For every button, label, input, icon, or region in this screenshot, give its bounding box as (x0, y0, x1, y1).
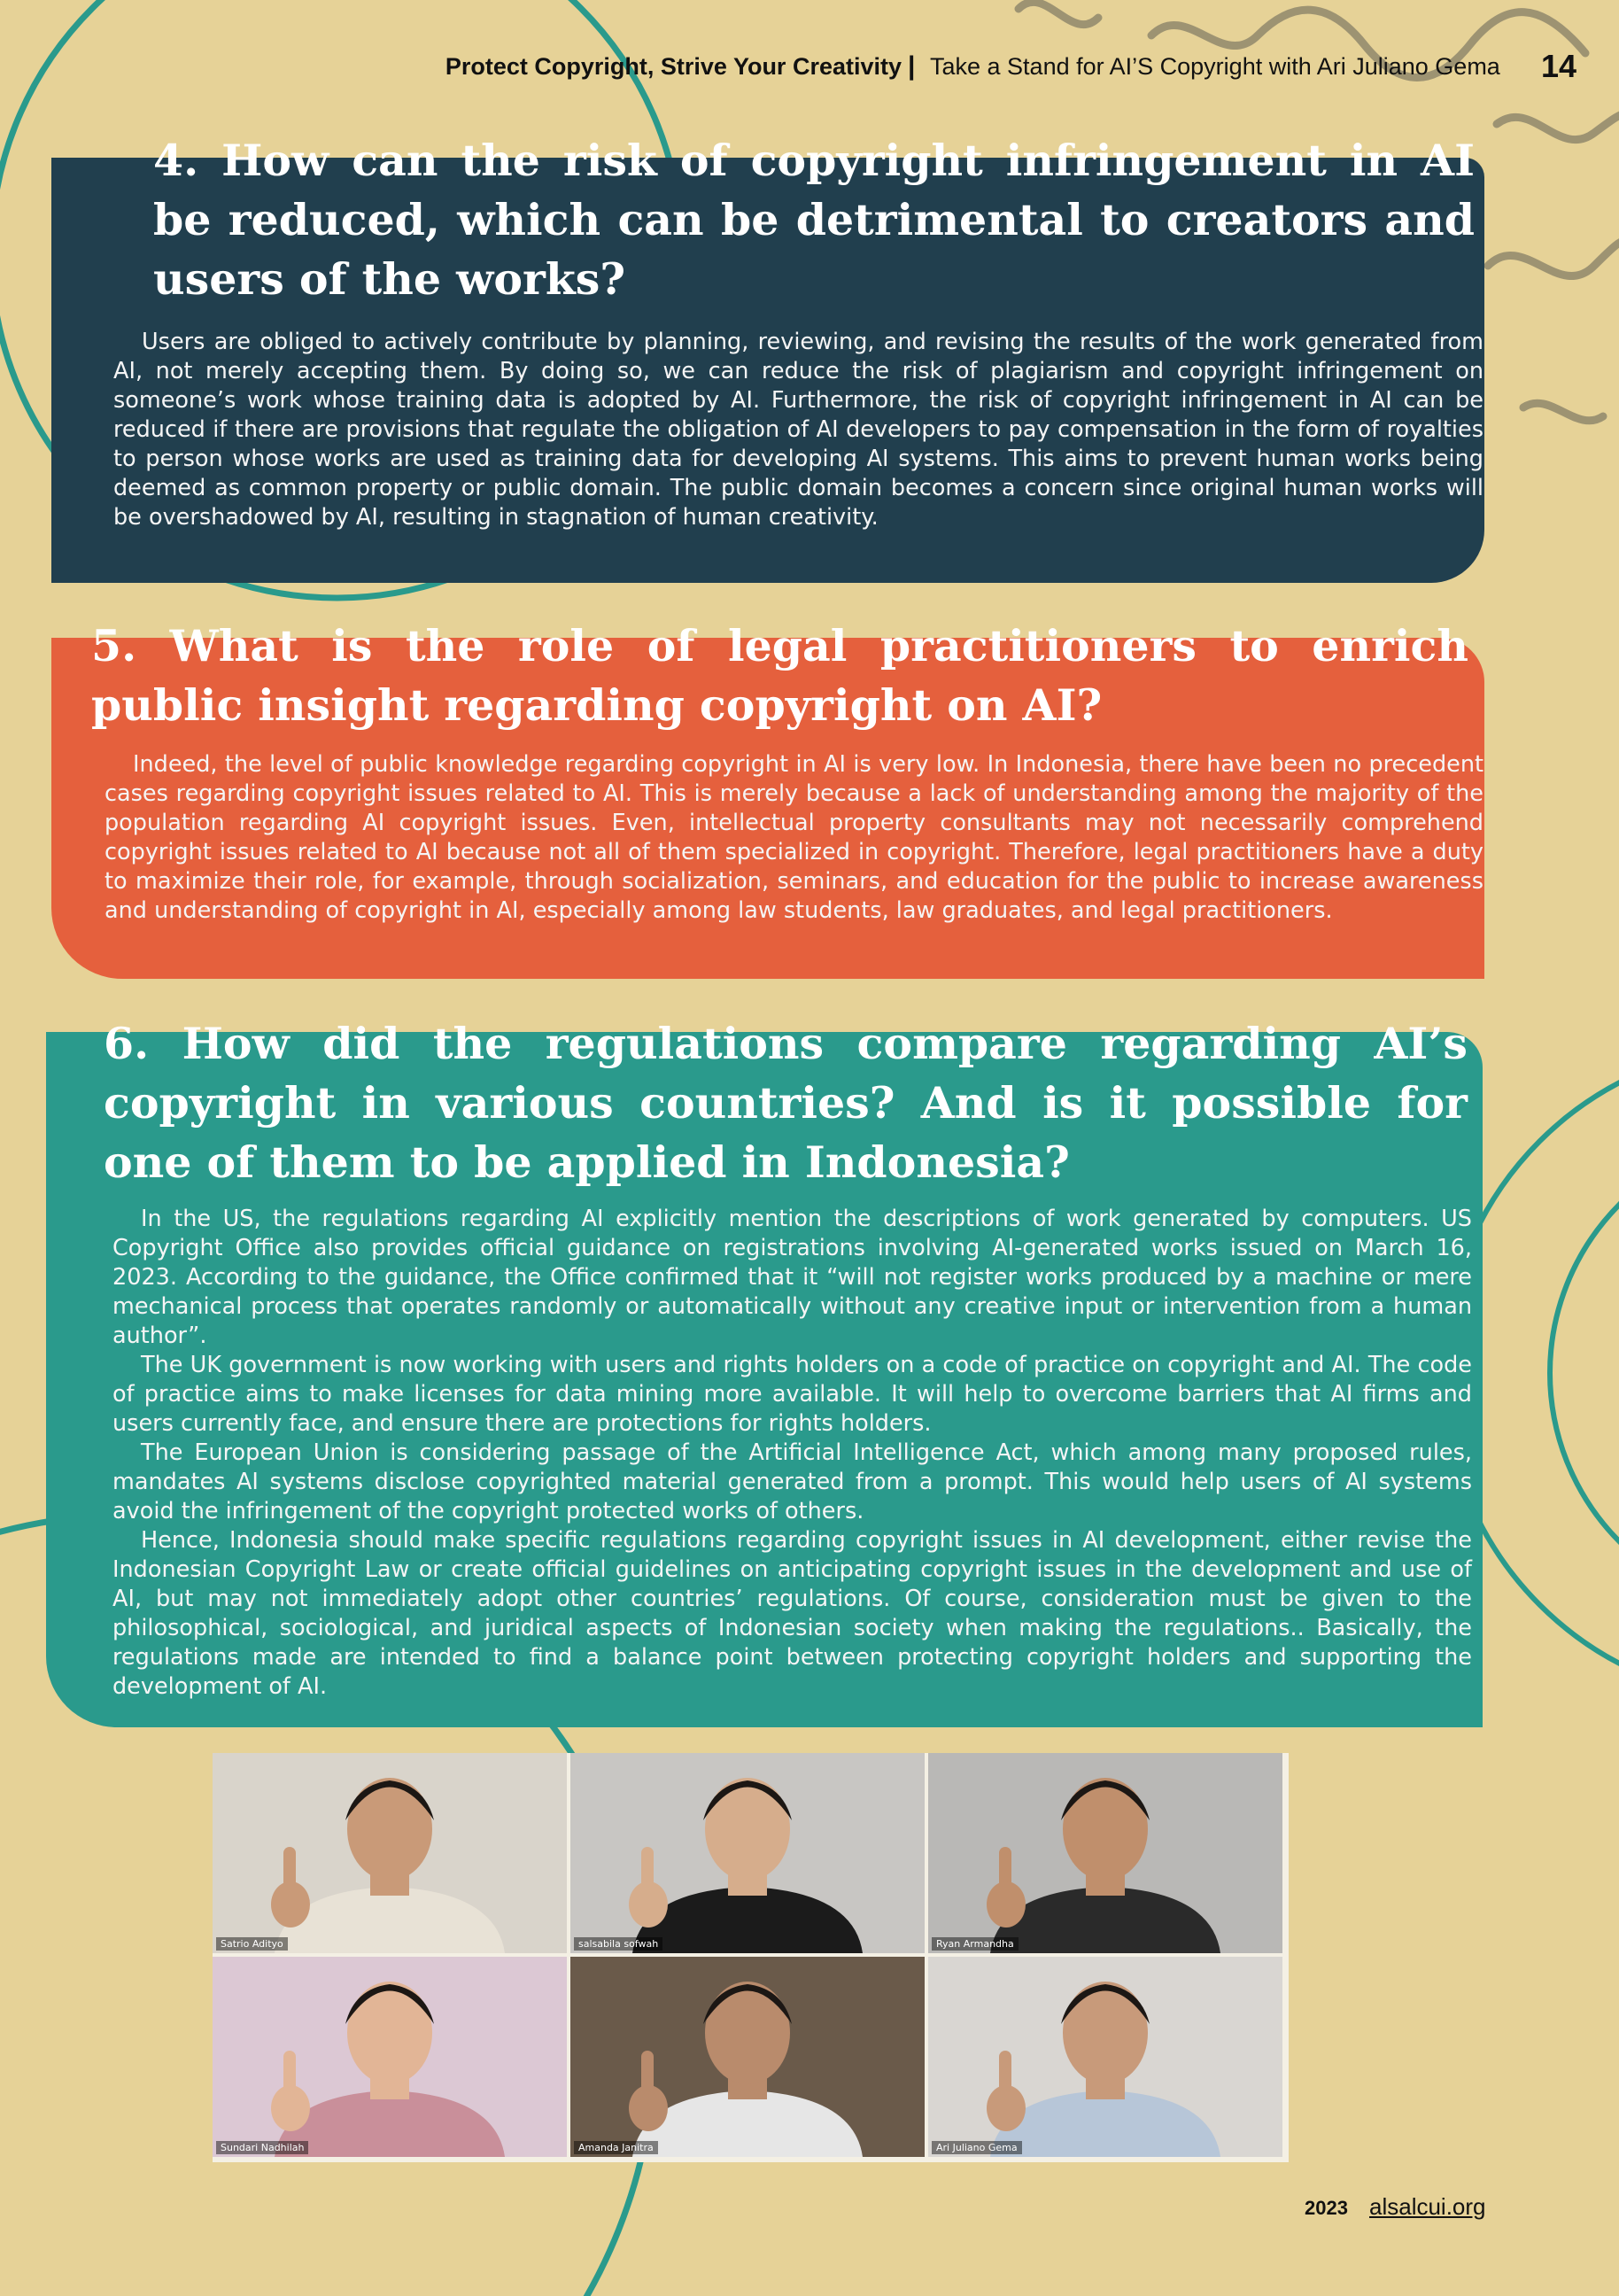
participant-name: Sundari Nadhilah (216, 2141, 308, 2154)
section-6-paragraph: The UK government is now working with users and rights holders on a code of practice on copyright and AI. The code of practice aims to make licenses for data mining more available. It will help to overcome barriers that AI firms and users currently face, and ensure there are protections for rights holders. (112, 1352, 1472, 1437)
participant-avatar (570, 1753, 925, 1953)
section-6-paragraph: Hence, Indonesia should make specific regulations regarding copyright issues in AI development, either revise the Indonesian Copyright Law or create official guidelines on anticipating copyright issues in the development and use of AI, but may not immediately adopt other countries’ regulations. Of course, consideration must be given to the philosophical, sociological, and juridical aspects of Indonesian society when making the regulations.. Basically, the regulations made are intended to find a balance point between protecting copyright holders and supporting the development of AI. (112, 1527, 1472, 1700)
participant-tile (928, 1957, 1282, 2157)
video-call-screenshot (213, 1753, 1289, 2162)
participant-name: Amanda Janitra (574, 2141, 658, 2154)
participant-tile (213, 1957, 567, 2157)
section-5-card (51, 620, 1484, 979)
section-6-heading: 6. How did the regulations compare regarding AI’s copyright in various countries? And is it possible for one of them to be applied in Indonesia? (104, 1018, 1468, 1188)
page-number: 14 (1541, 48, 1577, 84)
footer-year: 2023 (1305, 2197, 1348, 2219)
section-6-card (46, 1018, 1483, 1727)
participant-name: Satrio Adityo (216, 1937, 288, 1951)
participant-name: Ryan Armandha (932, 1937, 1019, 1951)
participant-tile (213, 1753, 567, 1953)
participant-name: salsabila sofwah (574, 1937, 662, 1951)
participant-avatar (928, 1753, 1282, 1953)
section-5-heading: 5. What is the role of legal practitioners to enrich public insight regarding copyright on AI? (91, 620, 1468, 731)
header-title: Protect Copyright, Strive Your Creativity (445, 53, 902, 80)
participant-avatar (570, 1957, 925, 2157)
section-5-paragraph: Indeed, the level of public knowledge regarding copyright in AI is very low. In Indonesia, there have been no precedent cases regarding copyright issues related to AI. This is merely because a lack of understanding among the majority of the population regarding AI copyright issues. Even, intellectual property consultants may not necessarily comprehend copyright issues related to AI because not all of them specialized in copyright. Therefore, legal practitioners have a duty to maximize their role, for example, through socialization, seminars, and education for the public to increase awareness and understanding of copyright in AI, especially among law students, law graduates, and legal practitioners. (105, 751, 1483, 924)
participant-tile (570, 1753, 925, 1953)
participant-name: Ari Juliano Gema (932, 2141, 1022, 2154)
section-6-paragraph: In the US, the regulations regarding AI explicitly mention the descriptions of work generated by computers. US Copyright Office also provides official guidance on registrations involving AI-generated works issued on March 16, 2023. According to the guidance, the Office confirmed that it “will not register works produced by a machine or mere mechanical process that operates randomly or automatically without any creative input or intervention from a human author”. (112, 1206, 1472, 1349)
participant-avatar (213, 1753, 567, 1953)
page-header (0, 48, 1619, 87)
header-separator: | (908, 51, 916, 81)
section-4-heading: 4. How can the risk of copyright infringement in AI be reduced, which can be detrimental to creators and users of the works? (153, 135, 1475, 305)
header-subtitle: Take a Stand for AI’S Copyright with Ari Juliano Gema (930, 53, 1500, 80)
section-4-paragraph: Users are obliged to actively contribute by planning, reviewing, and revising the results of the work generated from AI, not merely accepting them. By doing so, we can reduce the risk of plagiarism and copyright infringement on someone’s work whose training data is adopted by AI. Furthermore, the risk of copyright infringement in AI can be reduced if there are provisions that regulate the obligation of AI developers to pay compensation in the form of royalties to person whose works are used as training data for developing AI systems. This aims to prevent human works being deemed as common property or public domain. The public domain becomes a concern since original human works will be overshadowed by AI, resulting in stagnation of human creativity. (113, 329, 1483, 531)
footer-website-link[interactable]: alsalcui.org (1369, 2193, 1486, 2220)
participant-avatar (213, 1957, 567, 2157)
section-4-card (51, 135, 1484, 583)
participant-tile (928, 1753, 1282, 1953)
participant-avatar (928, 1957, 1282, 2157)
section-6-paragraph: The European Union is considering passage of the Artificial Intelligence Act, which among many proposed rules, mandates AI systems disclose copyrighted material generated from a prompt. This would help users of AI systems avoid the infringement of the copyright protected works of others. (112, 1439, 1472, 1524)
participant-tile (570, 1957, 925, 2157)
